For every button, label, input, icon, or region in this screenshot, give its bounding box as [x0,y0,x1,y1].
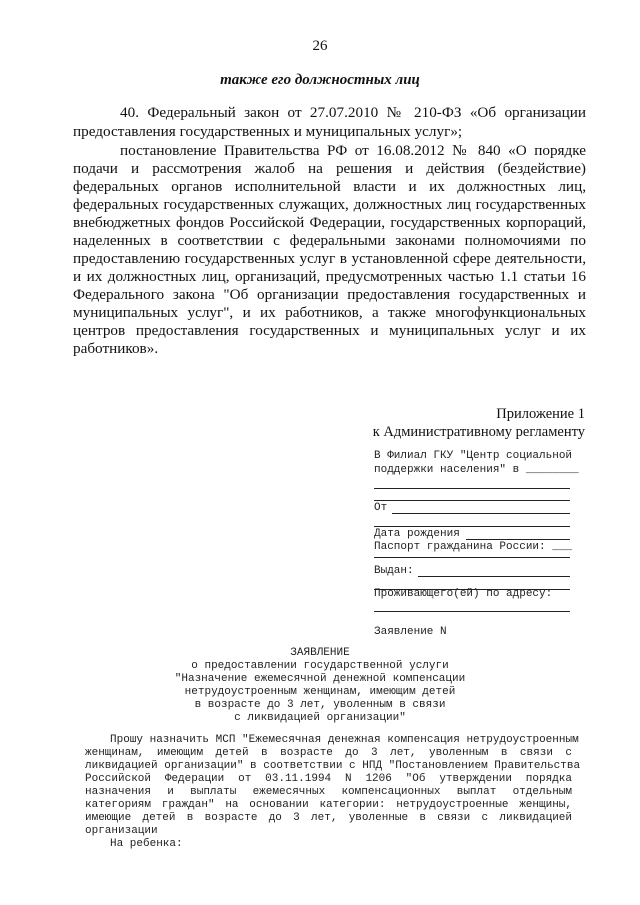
application-number: Заявление N [374,626,447,638]
legal-line: постановление Правительства РФ от 16.08.2012 № 840 «О порядке [120,142,586,159]
issued-field [418,576,570,577]
from-label: От [374,502,388,514]
legal-line: подачи и рассмотрения жалоб на решения и действия (бездействие) [73,160,586,177]
addressee-line: В Филиал ГКУ "Центр социальной [374,450,573,462]
legal-line: наделенных в соответствии с федеральными законами полномочиями по [73,232,586,249]
body-line: имеющие детей в возрасте до 3 лет, уволенные в связи с ликвидацией [85,812,572,824]
application-title: ЗАЯВЛЕНИЕ [290,647,350,659]
blank-line [374,488,570,489]
body-line: категориям граждан" на основании категории: нетрудоустроенные женщины, [85,799,572,811]
section-title: также его должностных лиц [220,72,420,88]
issued-label: Выдан: [374,565,414,577]
address-label: Проживающего(ей) по адресу: [374,588,553,600]
blank-line [374,500,570,501]
application-subtitle: с ликвидацией организации" [234,712,406,724]
blank-line [374,526,570,527]
legal-line: федеральных органов исполнительной власти и их должностных лиц, [73,178,586,195]
legal-line: предоставлению государственных услуг в установленной сфере деятельности, [73,250,586,267]
birth-date-label: Дата рождения [374,528,460,540]
application-subtitle: нетрудоустроенным женщинам, имеющим детей [184,686,456,698]
addressee-line: поддержки населения" в ________ [374,464,579,476]
legal-line: 40. Федеральный закон от 27.07.2010 № 210-ФЗ «Об организации [120,104,586,121]
appendix-number: Приложение 1 [496,406,585,422]
appendix-reference: к Административному регламенту [372,424,585,440]
body-line: Прошу назначить МСП "Ежемесячная денежная компенсация нетрудоустроенным [110,734,579,746]
legal-line: предоставления государственных и муниципальных услуг»; [73,123,463,140]
application-subtitle: "Назначение ежемесячной денежной компенсации [174,673,466,685]
body-line: женщинам, имеющим детей в возрасте до 3 лет, уволенным в связи с [85,747,572,759]
legal-line: и их должностных лиц, организаций, предусмотренных частью 1.1 статьи 16 [73,268,586,285]
body-line: Российской Федерации от 03.11.1994 N 1206 "Об утверждении порядка [85,773,572,785]
legal-line: внебюджетных фондов Российской Федерации, государственных корпораций, [73,214,586,231]
legal-line: центров предоставления государственных и муниципальных услуг и их [73,322,586,339]
body-line: ликвидацией организации" в соответствии с НПД "Постановлением Правительства [85,760,581,772]
passport-label: Паспорт гражданина России: ___ [374,541,573,553]
application-subtitle: в возрасте до 3 лет, уволенным в связи [194,699,446,711]
body-line: назначения и выплаты ежемесячных компенсационных выплат отдельным [85,786,572,798]
application-subtitle: о предоставлении государственной услуги [191,660,449,672]
page-number: 26 [312,38,328,54]
birth-date-field [466,539,570,540]
body-line: организации [85,825,158,837]
from-field [392,513,570,514]
child-label: На ребенка: [110,838,183,850]
legal-line: муниципальных услуг", и их работников, а также многофункциональных [73,304,586,321]
legal-line: Федерального закона "Об организации предоставления государственных и [73,286,586,303]
blank-line [374,557,570,558]
address-field [374,611,570,612]
legal-line: работников». [73,340,159,357]
legal-line: федеральных государственных служащих, должностных лиц государственных [73,196,586,213]
